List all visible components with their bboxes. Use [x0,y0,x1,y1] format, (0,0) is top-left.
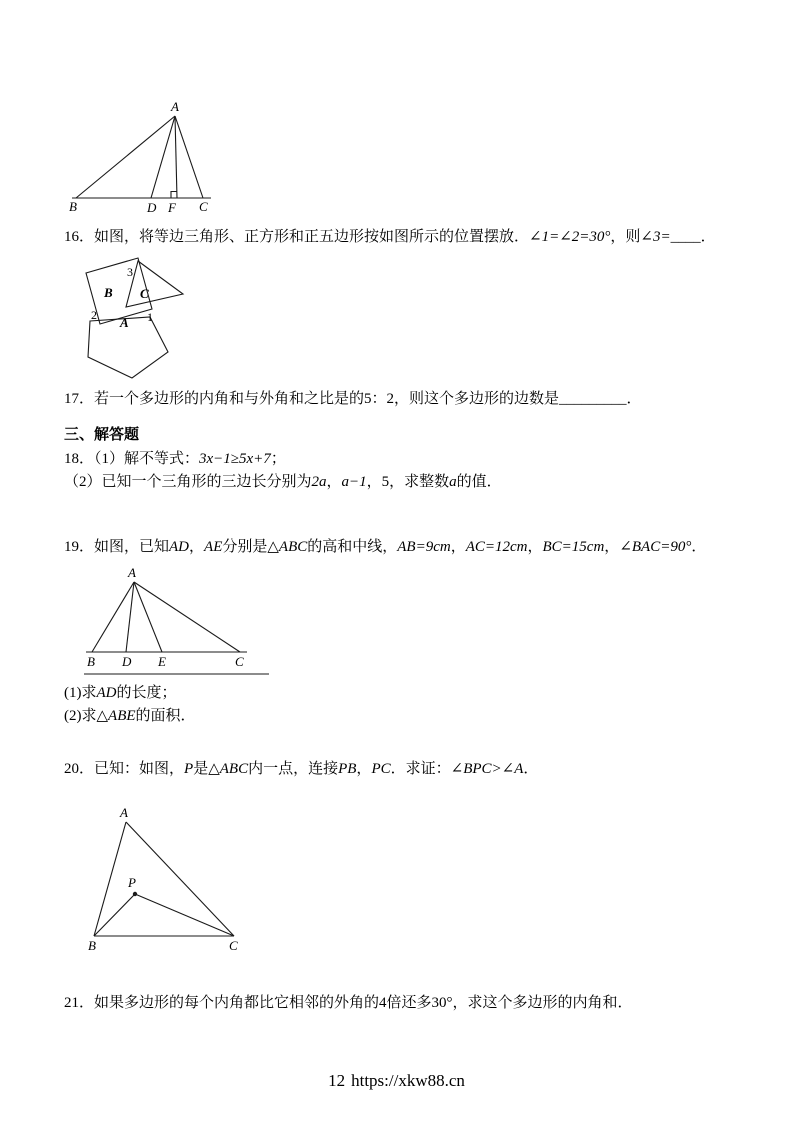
text-segment: 内一点，连接 [248,761,339,777]
question-19-sub1 [64,683,177,704]
vertex-label-b: B [87,654,95,669]
vertex-label-c: C [199,199,208,214]
text-segment: AE [204,539,223,555]
figure-q19-triangle [84,566,274,678]
question-20-text [64,759,538,780]
text-segment: ∠1=∠2=30° [529,229,611,245]
vertex-label-a: A [120,315,129,330]
text-segment: ____． [670,229,716,245]
question-19-text [64,537,706,558]
text-segment: 16．如图，将等边三角形、正方形和正五边形按如图所示的位置摆放． [64,229,530,245]
question-19-sub2 [64,706,196,727]
text-segment: (2)求 [64,708,97,724]
text-segment: (1)求 [64,685,97,701]
text-segment: ， [450,539,466,555]
figure-q16-polygons [76,251,206,389]
vertex-label-c: C [235,654,244,669]
text-segment: BC=15cm [542,539,605,555]
text-segment: ． [523,761,539,777]
triangle-shape [126,261,183,307]
text-segment: 3x−1≥5x+7 [199,451,271,467]
text-segment: 20．已知：如图， [64,761,185,777]
figure-q20-triangle [88,806,258,954]
text-segment: ； [270,451,286,467]
page-footer [0,1071,793,1091]
text-segment: △ABC [208,761,249,777]
text-segment: △ABE [96,708,136,724]
vertex-label-p: P [128,875,136,890]
question-16-text [64,227,716,248]
text-segment: 17．若一个多边形的内角和与外角和之比是的5：2，则这个多边形的边数是_________． [64,391,642,407]
text-segment: P [184,761,194,777]
text-segment: 的长度； [116,685,177,701]
question-17-text [64,389,642,410]
text-segment: ， [189,539,205,555]
question-18-line1 [64,449,286,470]
text-segment: AD [169,539,190,555]
footer-url-link[interactable]: https://xkw88.cn [351,1071,465,1090]
text-segment: ∠3= [640,229,671,245]
text-segment: ，则 [610,229,641,245]
text-segment: 的面积． [135,708,196,724]
text-segment: 分别是 [222,539,268,555]
text-segment: ， [356,761,372,777]
question-18-line2 [64,472,502,493]
text-segment: 21．如果多边形的每个内角都比它相邻的外角的4倍还多30°，求这个多边形的内角和． [64,995,633,1011]
angle-label-3: 3 [127,265,133,279]
vertex-label-a: A [120,806,128,820]
figure-q15-triangle [68,100,228,216]
vertex-label-f: F [168,200,176,215]
vertex-label-b: B [104,285,113,300]
text-segment: a [449,474,457,490]
vertex-label-b: B [69,199,77,214]
vertex-label-a: A [128,566,136,580]
section-heading: 三、解答题 [64,426,140,443]
vertex-label-d: D [122,654,132,669]
text-segment: 18．（1）解不等式： [64,451,200,467]
text-segment: PB [338,761,357,777]
text-segment: ∠BPC>∠A [450,761,524,777]
text-segment: ， [604,539,620,555]
text-segment: 的值． [456,474,502,490]
text-segment: ． [691,539,707,555]
page-number: 12 [328,1071,346,1090]
text-segment: AC=12cm [465,539,528,555]
text-segment: △ABC [267,539,308,555]
triangle-lines [94,822,234,936]
vertex-label-c: C [140,286,149,301]
vertex-label-e: E [158,654,166,669]
text-segment: AB=9cm [397,539,451,555]
text-segment: （2）已知一个三角形的三边长分别为 [64,474,312,490]
text-segment: ∠BAC=90° [619,539,692,555]
text-segment: AD [96,685,117,701]
vertex-label-a: A [171,100,179,114]
text-segment: 是 [193,761,209,777]
text-segment: ．求证： [390,761,451,777]
vertex-label-b: B [88,938,96,953]
vertex-label-c: C [229,938,238,953]
text-segment: ， [326,474,342,490]
text-segment: PC [371,761,391,777]
text-segment: a−1 [341,474,367,490]
right-angle-mark [171,192,177,199]
text-segment: 19．如图，已知 [64,539,170,555]
text-segment: 2a [311,474,327,490]
angle-label-1: 1 [147,310,153,324]
angle-label-2: 2 [91,308,97,322]
triangle-lines [72,116,211,198]
text-segment: ， [527,539,543,555]
text-segment: ，5，求整数 [366,474,450,490]
text-segment: 的高和中线， [307,539,398,555]
question-21-text [64,993,633,1014]
vertex-label-d: D [147,200,157,215]
point-p-dot [133,892,137,896]
